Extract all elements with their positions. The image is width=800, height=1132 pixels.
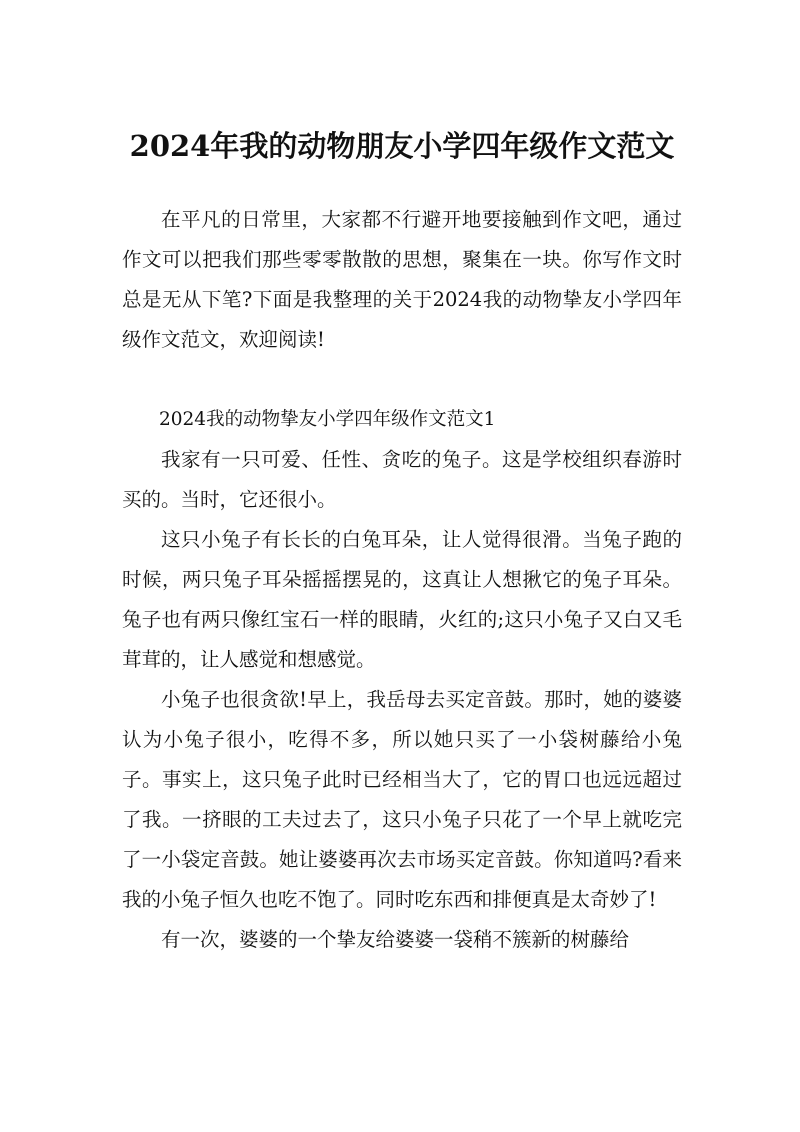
body-paragraph-1: 我家有一只可爱、任性、贪吃的兔子。这是学校组织春游时买的。当时，它还很小。 [122,448,682,511]
intro-paragraph: 在平凡的日常里，大家都不行避开地要接触到作文吧，通过作文可以把我们那些零零散散的思想，聚集在一块。你写作文时总是无从下笔?下面是我整理的关于2024我的动物挚友小学四年级作文范文，欢迎阅读! [122,208,682,351]
body-paragraph-2: 这只小兔子有长长的白兔耳朵，让人觉得很滑。当兔子跑的时候，两只兔子耳朵摇摇摆晃的，这真让人想揪它的兔子耳朵。兔子也有两只像红宝石一样的眼睛，火红的;这只小兔子又白又毛茸茸的，让人感觉和想感觉。 [122,528,682,671]
document-title: 2024年我的动物朋友小学四年级作文范文 [129,129,675,163]
section-heading: 2024我的动物挚友小学四年级作文范文1 [159,409,496,430]
body-paragraph-4: 有一次，婆婆的一个挚友给婆婆一袋稍不簇新的树藤给 [161,928,630,951]
body-paragraph-3: 小兔子也很贪欲!早上，我岳母去买定音鼓。那时，她的婆婆认为小兔子很小，吃得不多，所以她只买了一小袋树藤给小兔子。事实上，这只兔子此时已经相当大了，它的胃口也远远超过了我。一挤眼的工夫过去了，这只小兔子只花了一个早上就吃完了一小袋定音鼓。她让婆婆再次去市场买定音鼓。你知道吗?看来我的小兔子恒久也吃不饱了。同时吃东西和排便真是太奇妙了! [122,688,682,911]
document-body [122,200,682,960]
